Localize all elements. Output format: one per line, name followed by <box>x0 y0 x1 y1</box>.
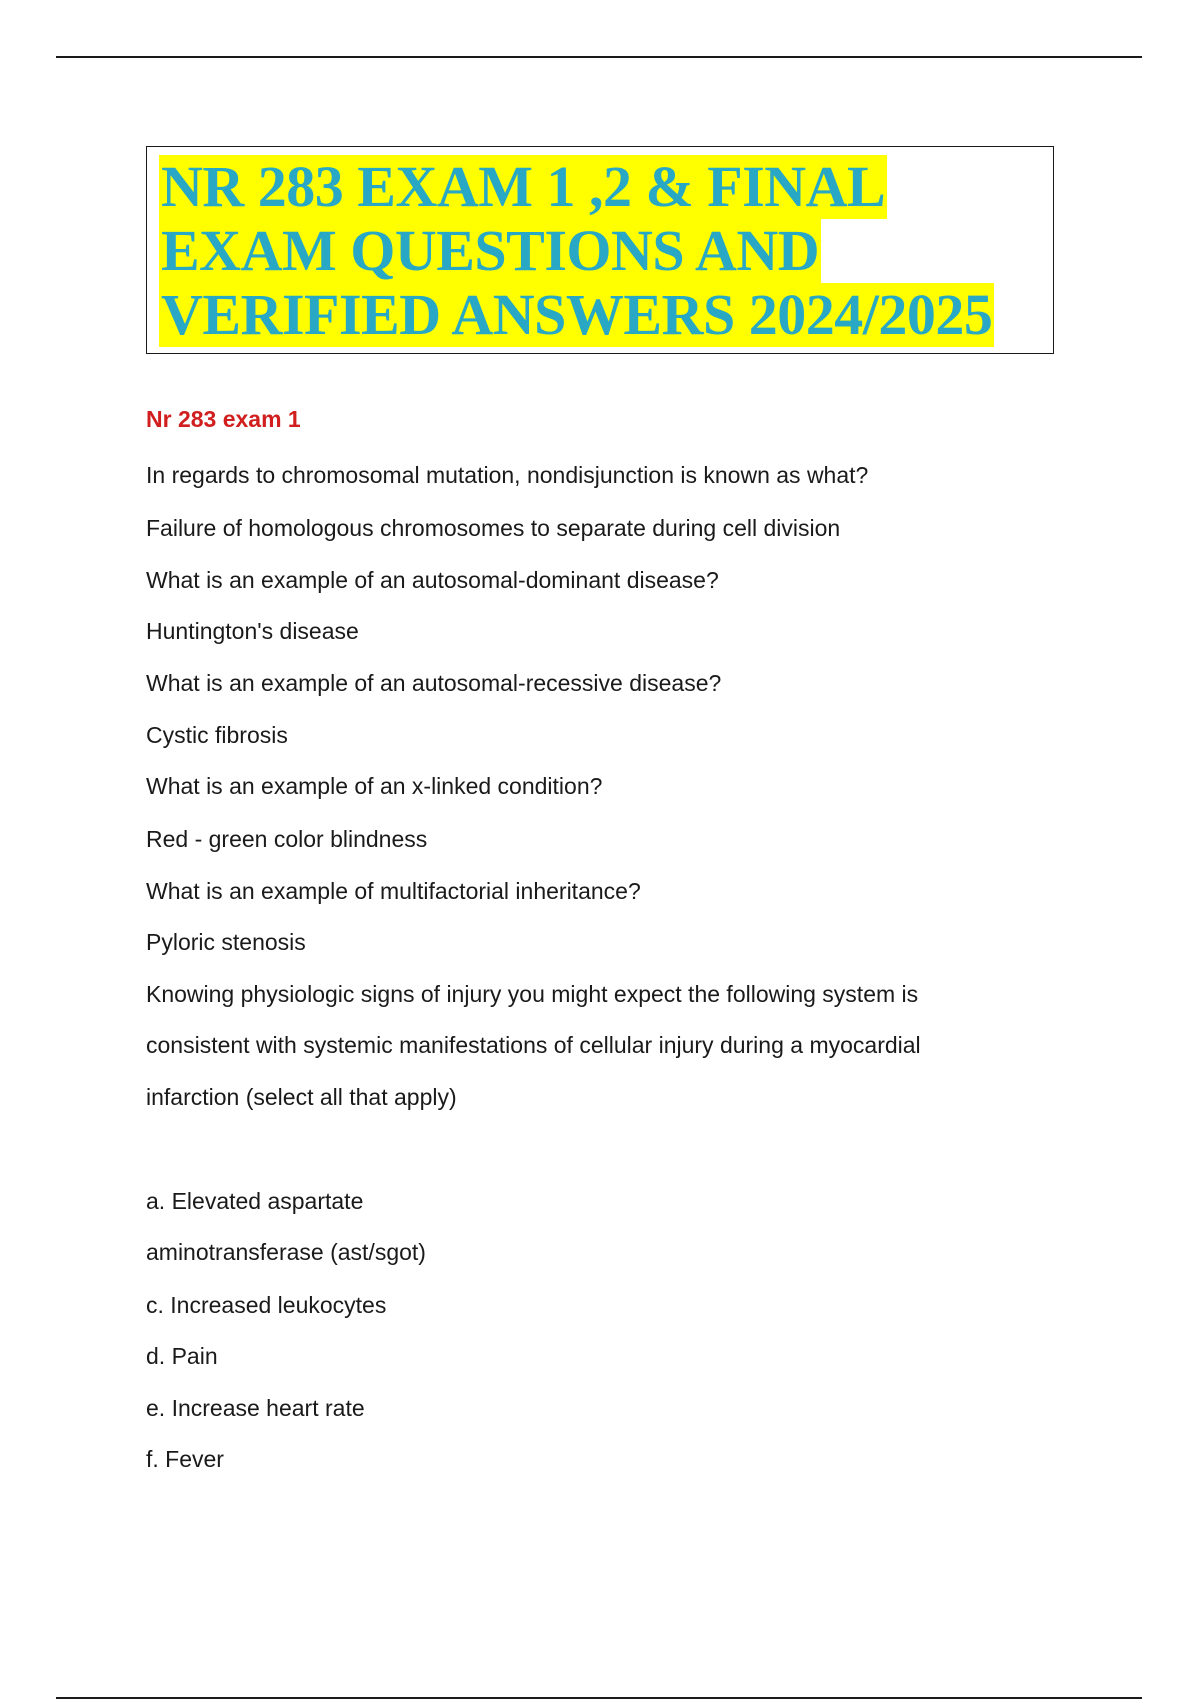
question-line: What is an example of an autosomal-recessive disease? <box>146 670 722 696</box>
section-heading: Nr 283 exam 1 <box>146 406 301 432</box>
question-line: What is an example of multifactorial inheritance? <box>146 878 641 904</box>
bottom-rule <box>56 1697 1142 1699</box>
option-line: f. Fever <box>146 1446 224 1472</box>
option-line: e. Increase heart rate <box>146 1395 365 1421</box>
answer-line: Red - green color blindness <box>146 826 428 852</box>
answer-line: Pyloric stenosis <box>146 929 306 955</box>
title-line-2: EXAM QUESTIONS AND <box>161 218 820 283</box>
answer-line: Failure of homologous chromosomes to separate during cell division <box>146 515 841 541</box>
title-line-1: NR 283 EXAM 1 ,2 & FINAL <box>161 154 886 219</box>
question-line: In regards to chromosomal mutation, nondisjunction is known as what? <box>146 462 869 488</box>
option-line: a. Elevated aspartate <box>146 1188 364 1214</box>
option-line: d. Pain <box>146 1343 218 1369</box>
question-line: Knowing physiologic signs of injury you might expect the following system is <box>146 981 919 1007</box>
question-line: consistent with systemic manifestations of cellular injury during a myocardial <box>146 1032 921 1058</box>
answer-line: Huntington's disease <box>146 618 359 644</box>
question-line: infarction (select all that apply) <box>146 1084 457 1110</box>
title-box <box>146 146 1054 354</box>
question-line: What is an example of an x-linked condition? <box>146 773 603 799</box>
top-rule <box>56 56 1142 58</box>
option-line: c. Increased leukocytes <box>146 1292 387 1318</box>
answer-line: Cystic fibrosis <box>146 722 288 748</box>
option-line: aminotransferase (ast/sgot) <box>146 1239 426 1265</box>
question-line: What is an example of an autosomal-dominant disease? <box>146 567 719 593</box>
title-line-3: VERIFIED ANSWERS 2024/2025 <box>161 282 993 347</box>
